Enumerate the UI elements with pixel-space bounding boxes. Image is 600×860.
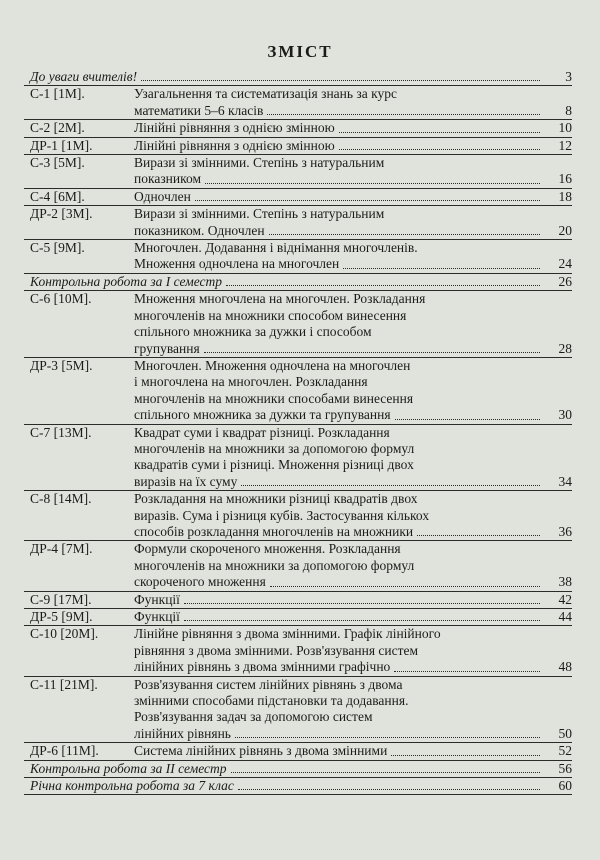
page-number: 38 xyxy=(558,574,572,590)
entry-line: Многочлен. Додавання і віднімання многочленів. xyxy=(134,240,418,256)
page-number: 52 xyxy=(558,743,572,759)
entry-line: групування xyxy=(134,340,200,356)
leader-dots xyxy=(241,485,540,486)
leader-dots xyxy=(269,234,540,235)
entry-title xyxy=(130,592,572,608)
toc-entry[interactable] xyxy=(24,592,572,609)
leader-dots xyxy=(184,603,540,604)
page-number: 20 xyxy=(558,222,572,238)
leader-dots xyxy=(238,789,540,790)
entry-line: Одночлен xyxy=(134,188,191,204)
entry-line: Лінійне рівняння з двома змінними. Графік лінійного xyxy=(134,626,441,642)
entry-title xyxy=(130,155,572,188)
toc-entry[interactable] xyxy=(24,291,572,358)
table-of-contents xyxy=(24,69,572,795)
entry-line: виразів. Сума і різниця кубів. Застосування кількох xyxy=(134,507,430,523)
entry-title xyxy=(130,743,572,759)
entry-code: ДР-4 [7М]. xyxy=(30,541,93,557)
page-number: 16 xyxy=(558,171,572,187)
toc-entry[interactable] xyxy=(24,138,572,155)
entry-title xyxy=(130,240,572,273)
entry-line: Система лінійних рівнянь з двома змінними xyxy=(134,743,388,759)
leader-dots xyxy=(417,535,540,536)
leader-dots xyxy=(343,268,540,269)
entry-title xyxy=(130,86,572,119)
section-title: До уваги вчителів! xyxy=(30,69,138,84)
leader-dots xyxy=(339,132,540,133)
toc-entry[interactable] xyxy=(24,743,572,760)
page-number: 24 xyxy=(558,256,572,272)
section-title: Контрольна робота за І семестр xyxy=(30,273,223,289)
entry-code: С-8 [14М]. xyxy=(30,491,92,507)
entry-code: ДР-2 [3М]. xyxy=(30,206,93,222)
entry-code: ДР-3 [5М]. xyxy=(30,357,93,373)
entry-title xyxy=(130,189,572,205)
toc-entry[interactable] xyxy=(24,189,572,206)
entry-line: многочленів на множники за допомогою формул xyxy=(134,557,415,573)
entry-code: С-6 [10М]. xyxy=(30,291,92,307)
entry-code: С-7 [13М]. xyxy=(30,424,92,440)
entry-code: С-4 [6М]. xyxy=(30,188,85,204)
section-title: Контрольна робота за ІІ семестр xyxy=(30,760,227,776)
entry-line: Формули скороченого множення. Розкладання xyxy=(134,541,401,557)
entry-line: спільного множника за дужки і способом xyxy=(134,324,372,340)
entry-line: Квадрат суми і квадрат різниці. Розкладання xyxy=(134,424,390,440)
entry-code: ДР-6 [11М]. xyxy=(30,743,99,759)
toc-entry[interactable] xyxy=(24,541,572,591)
entry-line: многочленів на множники способами винесення xyxy=(134,390,414,406)
page-number: 12 xyxy=(558,137,572,153)
page-number: 44 xyxy=(558,609,572,624)
entry-title xyxy=(130,138,572,154)
entry-line: Лінійні рівняння з однією змінною xyxy=(134,120,335,136)
toc-entry[interactable] xyxy=(24,358,572,425)
entry-title xyxy=(130,626,572,675)
leader-dots xyxy=(391,755,540,756)
entry-title xyxy=(130,491,572,540)
page-number: 18 xyxy=(558,188,572,204)
entry-line: показником xyxy=(134,171,202,187)
entry-title xyxy=(130,425,572,491)
leader-dots xyxy=(395,419,540,420)
toc-entry[interactable] xyxy=(24,120,572,137)
entry-title xyxy=(130,677,572,743)
entry-title xyxy=(130,541,572,590)
entry-line: показником. Одночлен xyxy=(134,222,265,238)
toc-section-entry[interactable] xyxy=(24,778,572,795)
toc-entry[interactable] xyxy=(24,491,572,541)
entry-line: лінійних рівнянь з двома змінними графічно xyxy=(134,659,391,675)
toc-entry[interactable] xyxy=(24,677,572,744)
leader-dots xyxy=(235,737,540,738)
entry-line: Множення одночлена на многочлен xyxy=(134,256,340,272)
toc-entry[interactable] xyxy=(24,86,572,120)
toc-section-entry[interactable] xyxy=(24,69,572,86)
entry-line: Многочлен. Множення одночлена на многочлен xyxy=(134,357,411,373)
leader-dots xyxy=(394,671,540,672)
leader-dots xyxy=(231,772,540,773)
entry-title xyxy=(130,609,572,625)
page-number: 10 xyxy=(558,120,572,136)
leader-dots xyxy=(141,80,540,81)
leader-dots xyxy=(205,183,540,184)
entry-line: Розкладання на множники різниці квадратів двох xyxy=(134,491,418,507)
entry-line: Вирази зі змінними. Степінь з натуральним xyxy=(134,155,385,171)
entry-line: Функції xyxy=(134,591,180,607)
entry-line: математики 5–6 класів xyxy=(134,102,264,118)
page-number: 50 xyxy=(558,725,572,741)
section-title: Річна контрольна робота за 7 клас xyxy=(30,778,234,794)
entry-title xyxy=(130,291,572,357)
toc-section-entry[interactable] xyxy=(24,761,572,778)
page-number: 48 xyxy=(558,659,572,675)
entry-line: квадратів суми і різниці. Множення різниці двох xyxy=(134,457,414,473)
entry-code: С-2 [2М]. xyxy=(30,120,85,136)
toc-entry[interactable] xyxy=(24,425,572,492)
page-number: 26 xyxy=(558,273,572,289)
page-number: 3 xyxy=(565,69,572,84)
leader-dots xyxy=(184,620,540,621)
toc-entry[interactable] xyxy=(24,626,572,676)
entry-code: ДР-1 [1М]. xyxy=(30,137,93,153)
toc-entry[interactable] xyxy=(24,609,572,626)
toc-section-entry[interactable] xyxy=(24,274,572,291)
entry-code: С-5 [9М]. xyxy=(30,240,85,256)
entry-line: Вирази зі змінними. Степінь з натуральним xyxy=(134,206,385,222)
page-number: 34 xyxy=(558,473,572,489)
entry-line: скороченого множення xyxy=(134,574,266,590)
entry-title xyxy=(130,206,572,239)
leader-dots xyxy=(204,352,540,353)
entry-line: Розв'язування задач за допомогою систем xyxy=(134,709,373,725)
entry-line: Розв'язування систем лінійних рівнянь з двома xyxy=(134,676,403,692)
leader-dots xyxy=(267,114,540,115)
entry-title xyxy=(130,120,572,136)
page-number: 36 xyxy=(558,523,572,539)
entry-code: С-9 [17М]. xyxy=(30,591,92,607)
entry-line: і многочлена на многочлен. Розкладання xyxy=(134,374,368,390)
leader-dots xyxy=(270,586,540,587)
entry-line: спільного множника за дужки та групування xyxy=(134,407,391,423)
entry-line: Множення многочлена на многочлен. Розкладання xyxy=(134,291,426,307)
page-number: 60 xyxy=(558,778,572,794)
entry-line: лінійних рівнянь xyxy=(134,725,231,741)
toc-entry[interactable] xyxy=(24,155,572,189)
entry-line: способів розкладання многочленів на множники xyxy=(134,523,414,539)
page-title: ЗМІСТ xyxy=(267,42,333,61)
leader-dots xyxy=(195,200,540,201)
entry-code: С-3 [5М]. xyxy=(30,155,85,171)
entry-line: рівняння з двома змінними. Розв'язування систем xyxy=(134,642,419,658)
page-number: 28 xyxy=(558,340,572,356)
entry-title xyxy=(130,358,572,424)
page-number: 56 xyxy=(558,760,572,776)
leader-dots xyxy=(226,285,540,286)
entry-code: С-1 [1М]. xyxy=(30,86,85,102)
page-number: 30 xyxy=(558,407,572,423)
toc-entry[interactable] xyxy=(24,240,572,274)
entry-code: ДР-5 [9М]. xyxy=(30,609,93,624)
entry-line: Функції xyxy=(134,609,180,624)
leader-dots xyxy=(339,149,540,150)
toc-entry[interactable] xyxy=(24,206,572,240)
page-number: 42 xyxy=(558,591,572,607)
entry-line: Лінійні рівняння з однією змінною xyxy=(134,137,335,153)
entry-line: Узагальнення та систематизація знань за курс xyxy=(134,86,397,102)
entry-line: многочленів на множники за допомогою формул xyxy=(134,440,415,456)
page-number: 8 xyxy=(565,102,572,118)
entry-line: многочленів на множники способом винесення xyxy=(134,307,407,323)
entry-code: С-11 [21М]. xyxy=(30,676,98,692)
entry-line: змінними способами підстановки та додавання. xyxy=(134,693,409,709)
entry-code: С-10 [20М]. xyxy=(30,626,99,642)
entry-line: виразів на їх суму xyxy=(134,473,238,489)
